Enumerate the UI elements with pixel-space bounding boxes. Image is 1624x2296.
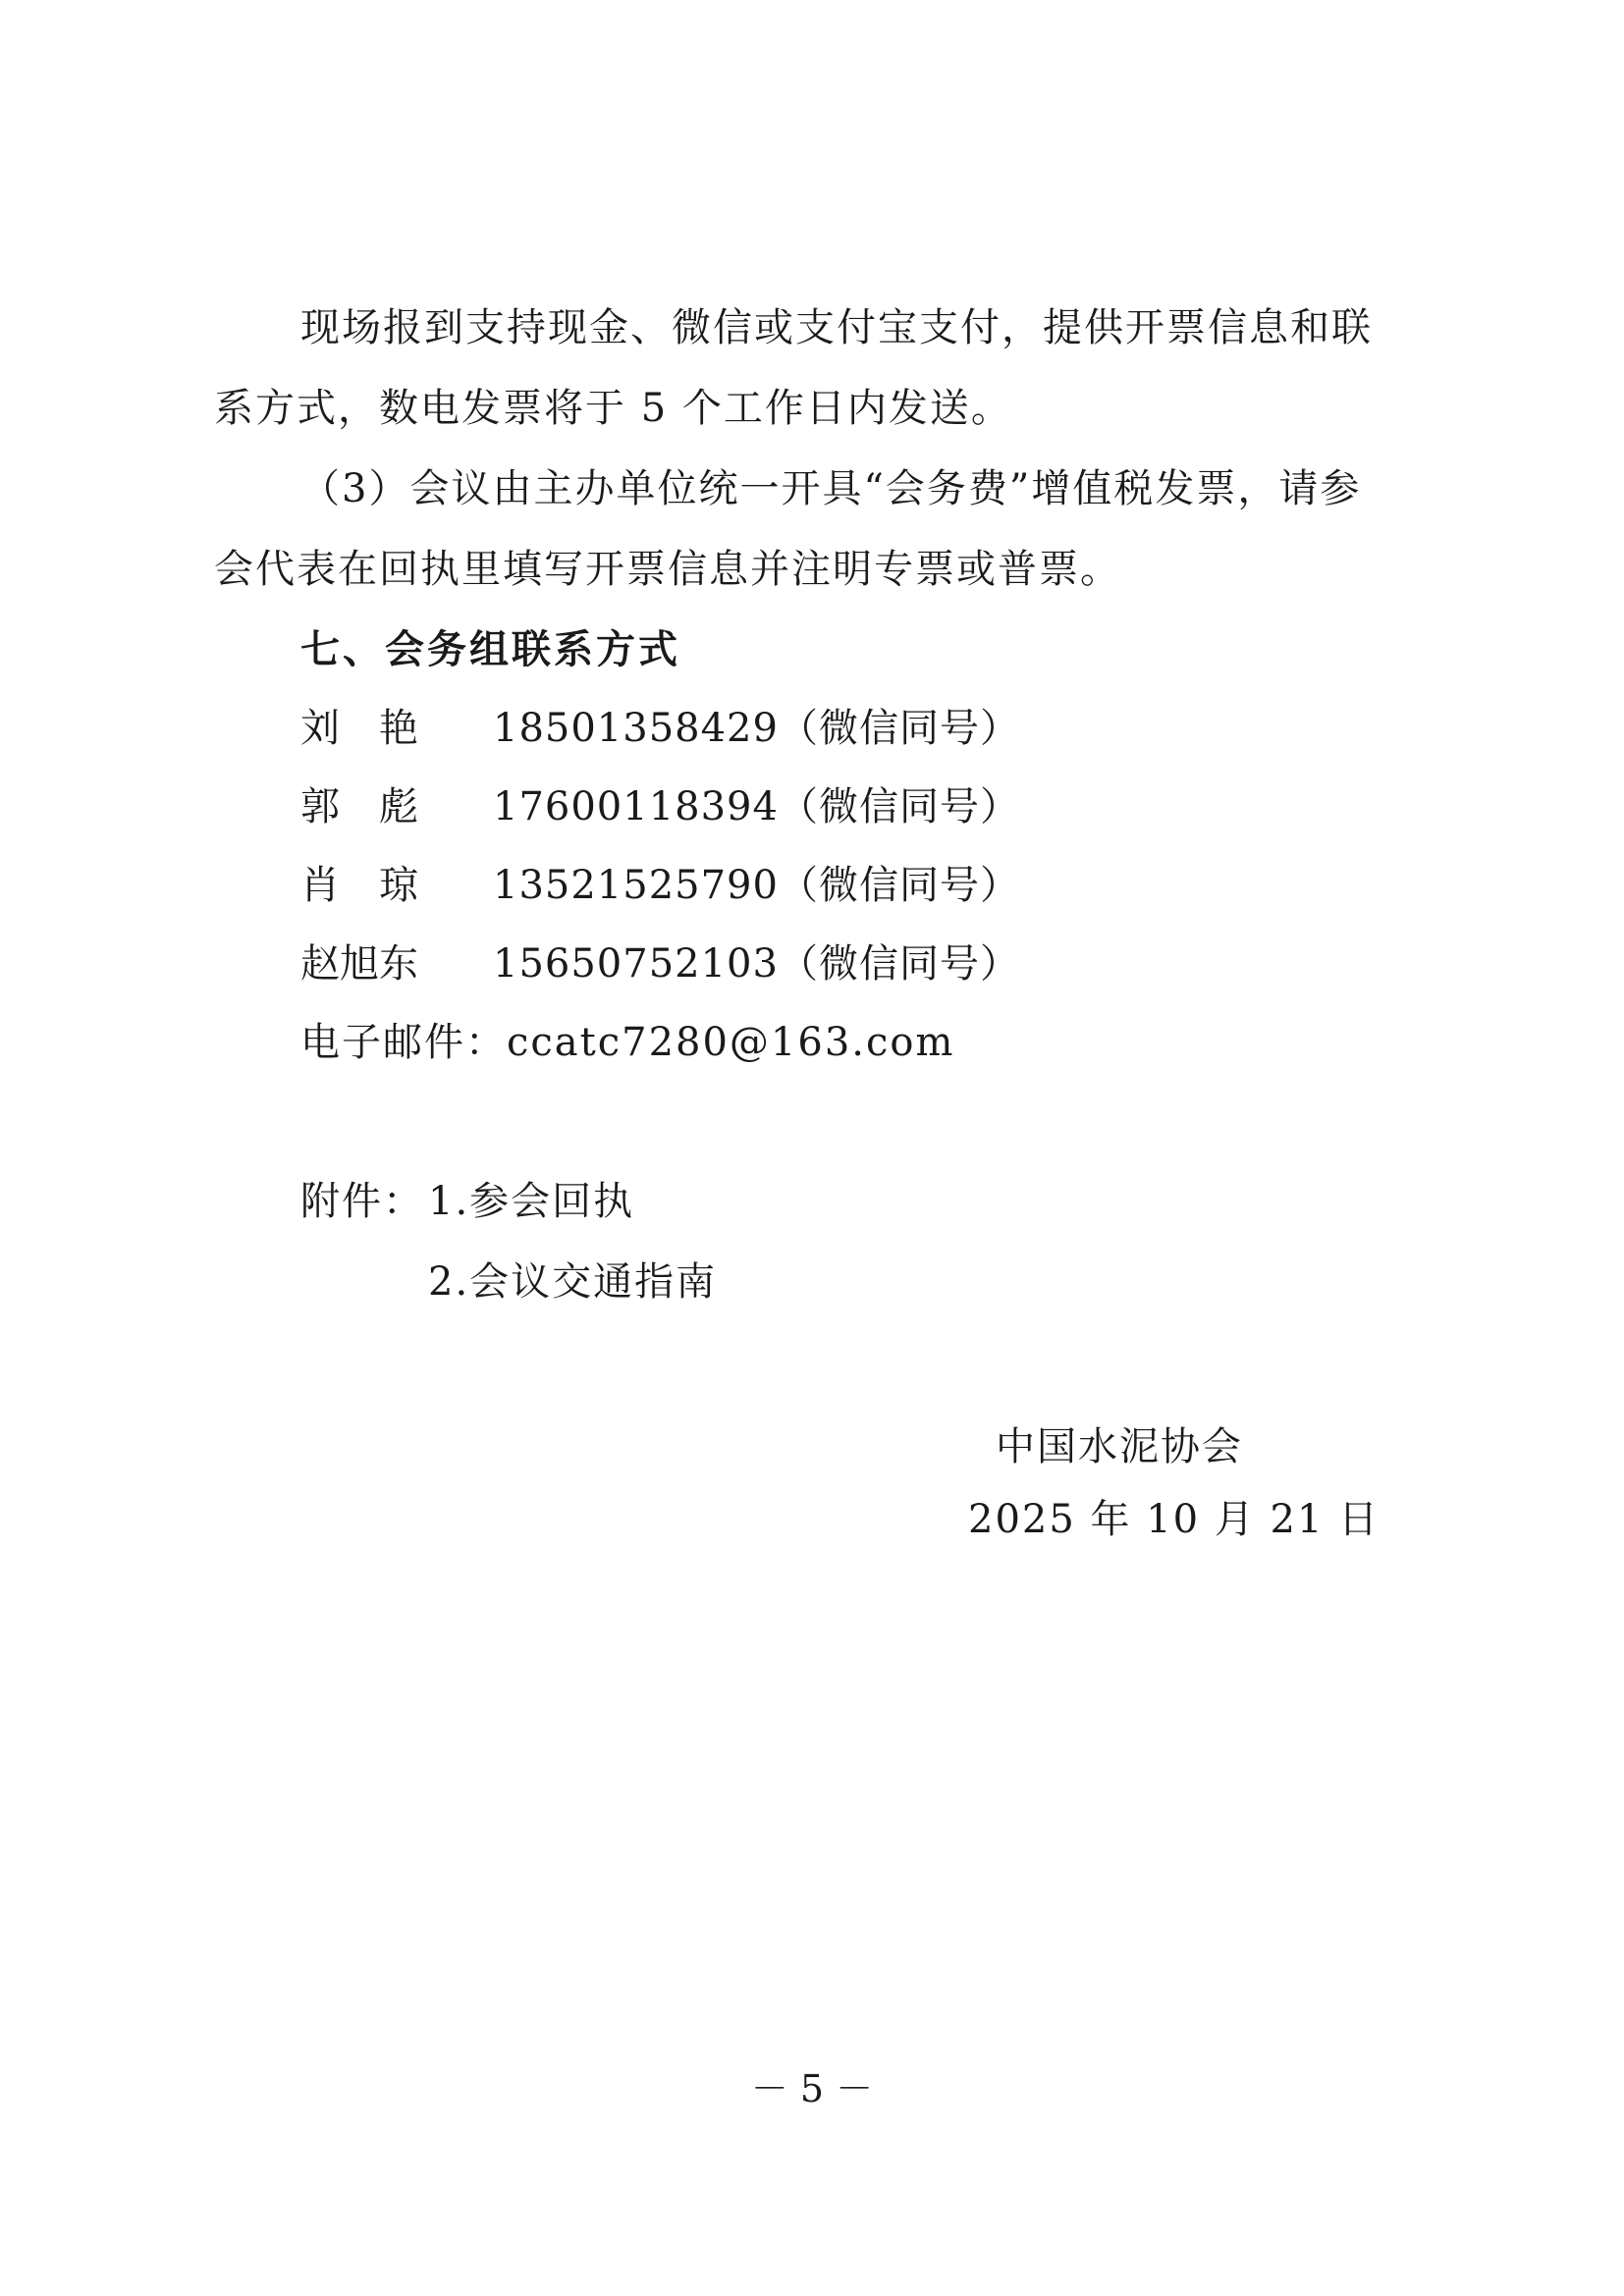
paragraph-line: 现场报到支持现金、微信或支付宝支付，提供开票信息和联	[300, 305, 1373, 350]
contact-phone: 17600118394（微信同号）	[493, 784, 1020, 829]
attachment-item: 1.参会回执	[428, 1179, 635, 1224]
contact-phone: 13521525790（微信同号）	[493, 863, 1020, 908]
signature-date: 2025 年 10 月 21 日	[968, 1497, 1380, 1542]
contact-name: 刘 艳	[300, 706, 418, 751]
contact-phone: 18501358429（微信同号）	[493, 706, 1020, 751]
attachments-label: 附件：	[300, 1179, 424, 1224]
contact-phone: 15650752103（微信同号）	[493, 941, 1020, 987]
page-number: － 5 －	[750, 2067, 874, 2110]
signature-organization: 中国水泥协会	[996, 1424, 1243, 1469]
contact-name: 赵旭东	[300, 941, 418, 987]
section-heading: 七、会务组联系方式	[300, 627, 680, 672]
contact-name: 肖 琼	[300, 863, 418, 908]
contact-name: 郭 彪	[300, 784, 418, 829]
paragraph-line: （3）会议由主办单位统一开具“会务费”增值税发票，请参	[300, 466, 1362, 511]
paragraph-line: 系方式，数电发票将于 5 个工作日内发送。	[214, 386, 1012, 431]
email-line: 电子邮件：ccatc7280@163.com	[300, 1020, 955, 1065]
attachment-item: 2.会议交通指南	[428, 1259, 718, 1305]
paragraph-line: 会代表在回执里填写开票信息并注明专票或普票。	[214, 547, 1121, 592]
